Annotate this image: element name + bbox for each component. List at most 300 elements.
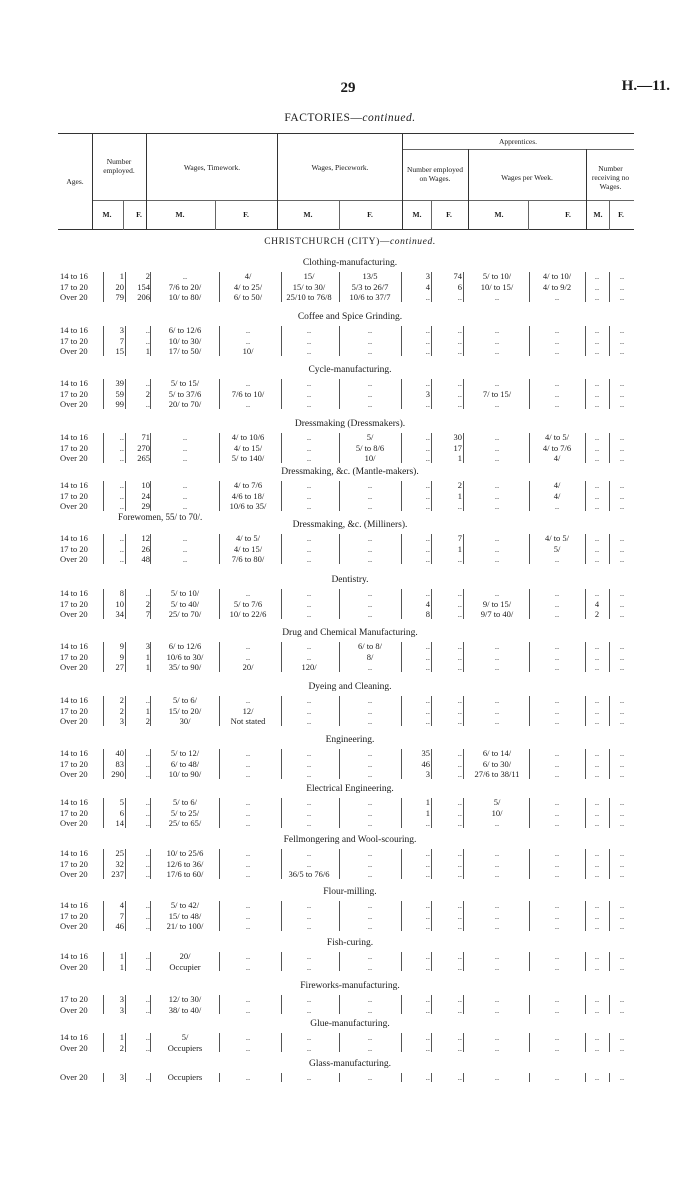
table-cell: .. <box>306 807 312 818</box>
table-cell: .. <box>554 598 560 609</box>
industry-heading: Fellmongering and Wool-scouring. <box>283 835 417 845</box>
table-cell: Not stated <box>230 716 266 726</box>
industry-heading: Dressmaking (Dressmakers). <box>294 419 406 429</box>
table-cell: .. <box>594 442 600 453</box>
table-cell: .. <box>367 961 373 972</box>
header-app-wages-per-week: Wages per Week. <box>501 173 553 182</box>
table-cell: .. <box>494 705 500 716</box>
table-cell: .. <box>425 533 430 543</box>
page-number: 29 <box>340 80 356 96</box>
industry-heading: Dressmaking, &c. (Mantle-makers). <box>281 467 419 477</box>
table-cell: 10 <box>141 480 150 490</box>
table-cell: .. <box>619 848 625 858</box>
table-cell: .. <box>245 758 251 769</box>
table-cell: .. <box>554 651 560 662</box>
table-cell: 5/ to 6/ <box>172 797 198 807</box>
table-cell: .. <box>494 951 500 961</box>
table-cell: 1 <box>457 543 462 554</box>
age-cell: Over 20 <box>60 453 88 463</box>
table-cell: .. <box>457 501 462 511</box>
table-cell: 12/ to 30/ <box>168 994 202 1004</box>
table-cell: .. <box>494 641 500 651</box>
column-rule <box>150 272 151 302</box>
table-cell: .. <box>619 951 625 961</box>
table-cell: 17/ to 50/ <box>168 346 202 356</box>
table-cell: 15/ to 20/ <box>168 705 202 716</box>
table-cell: .. <box>306 748 312 758</box>
table-cell: .. <box>306 818 312 828</box>
table-cell: .. <box>554 1042 560 1053</box>
table-cell: .. <box>425 641 430 651</box>
table-cell: 4/ to 5/ <box>235 533 261 543</box>
table-cell: .. <box>306 588 312 598</box>
table-cell: .. <box>594 662 600 672</box>
table-cell: .. <box>425 432 430 442</box>
city-suffix: continued. <box>389 237 436 247</box>
column-rule <box>463 901 464 931</box>
table-cell: .. <box>619 858 625 869</box>
table-cell: .. <box>367 325 373 335</box>
table-cell: Occupiers <box>167 1042 203 1053</box>
table-cell: .. <box>619 961 625 972</box>
table-cell: .. <box>554 1004 560 1015</box>
table-cell: 10/ to 22/6 <box>229 609 267 619</box>
table-cell: .. <box>457 869 462 879</box>
header-apprentices: Apprentices. <box>498 137 538 146</box>
age-cell: 14 to 16 <box>60 325 88 335</box>
table-cell: .. <box>145 758 150 769</box>
table-cell: 25/10 to 76/8 <box>286 292 332 302</box>
table-cell: .. <box>182 432 188 442</box>
table-cell: 237 <box>111 869 124 879</box>
table-cell: .. <box>306 769 312 779</box>
table-cell: 74 <box>453 271 462 281</box>
table-cell: 4 <box>594 598 600 609</box>
table-cell: .. <box>457 797 462 807</box>
table-cell: .. <box>119 432 124 442</box>
table-cell: .. <box>594 399 600 409</box>
table-cell: 4/ <box>244 271 252 281</box>
table-cell: 3 <box>425 271 430 281</box>
table-cell: 10/6 to 37/7 <box>349 292 391 302</box>
table-cell: 7 <box>119 910 124 921</box>
table-cell: .. <box>457 705 462 716</box>
table-cell: .. <box>306 797 312 807</box>
table-cell: .. <box>119 501 124 511</box>
table-cell: 4/ to 5/ <box>544 533 570 543</box>
age-cell: 14 to 16 <box>60 1032 88 1042</box>
table-cell: .. <box>594 378 600 388</box>
table-cell: .. <box>306 900 312 910</box>
table-cell: 7/6 to 10/ <box>231 388 265 399</box>
table-cell: .. <box>554 501 560 511</box>
table-cell: .. <box>594 346 600 356</box>
table-cell: .. <box>306 346 312 356</box>
table-cell: .. <box>554 378 560 388</box>
table-cell: 4/ to 7/6 <box>542 442 572 453</box>
table-cell: 5/ to 7/6 <box>233 598 263 609</box>
table-cell: .. <box>425 490 430 501</box>
table-cell: .. <box>145 869 150 879</box>
table-cell: 8/ <box>366 651 374 662</box>
table-cell: .. <box>494 848 500 858</box>
table-cell: .. <box>619 442 625 453</box>
table-cell: 154 <box>137 281 150 292</box>
table-cell: .. <box>119 442 124 453</box>
sub-f: F. <box>367 210 373 219</box>
table-cell: .. <box>145 588 150 598</box>
table-cell: .. <box>619 797 625 807</box>
table-cell: 21/ to 100/ <box>166 921 204 931</box>
table-cell: 4/ to 25/ <box>233 281 263 292</box>
table-cell: .. <box>425 1042 430 1053</box>
table-cell: .. <box>119 490 124 501</box>
table-cell: .. <box>367 807 373 818</box>
title-main: FACTORIES— <box>284 112 363 124</box>
table-cell: .. <box>306 442 312 453</box>
table-cell: .. <box>457 716 462 726</box>
header-wages-timework: Wages, Timework. <box>183 163 241 172</box>
table-cell: .. <box>245 588 251 598</box>
table-cell: 3 <box>119 325 124 335</box>
table-cell: .. <box>145 994 150 1004</box>
age-cell: 14 to 16 <box>60 432 88 442</box>
table-cell: .. <box>619 378 625 388</box>
table-cell: 5/ <box>553 543 561 554</box>
table-cell: 27 <box>115 662 124 672</box>
table-cell: 9 <box>119 651 124 662</box>
age-cell: 14 to 16 <box>60 900 88 910</box>
table-cell: 4 <box>425 598 430 609</box>
table-cell: 5/ to 40/ <box>170 598 200 609</box>
age-cell: 17 to 20 <box>60 598 88 609</box>
table-cell: 2 <box>119 705 124 716</box>
sub-m: M. <box>102 210 112 219</box>
table-cell: .. <box>494 921 500 931</box>
table-cell: .. <box>306 641 312 651</box>
table-cell: .. <box>619 399 625 409</box>
table-cell: 24 <box>141 490 150 501</box>
table-cell: 120/ <box>301 662 317 672</box>
table-cell: 4/ to 10/6 <box>231 432 265 442</box>
column-rule <box>150 849 151 879</box>
table-cell: .. <box>619 292 625 302</box>
table-cell: .. <box>619 554 625 564</box>
table-cell: .. <box>594 651 600 662</box>
table-cell: .. <box>594 848 600 858</box>
table-cell: .. <box>494 378 500 388</box>
table-cell: .. <box>145 399 150 409</box>
age-cell: Over 20 <box>60 1072 88 1082</box>
sub-f: F. <box>136 210 142 219</box>
table-cell: .. <box>594 961 600 972</box>
industry-heading: Clothing-manufacturing. <box>302 258 398 268</box>
table-cell: .. <box>494 533 500 543</box>
column-rule <box>150 901 151 931</box>
table-cell: 5/ to 140/ <box>231 453 265 463</box>
table-cell: .. <box>425 900 430 910</box>
sub-f: F. <box>243 210 249 219</box>
column-rule <box>463 749 464 779</box>
table-cell: 83 <box>115 758 124 769</box>
age-cell: 17 to 20 <box>60 651 88 662</box>
table-cell: .. <box>425 921 430 931</box>
table-cell: .. <box>182 453 188 463</box>
column-rule <box>463 481 464 511</box>
table-cell: 36/5 to 76/6 <box>288 869 330 879</box>
table-cell: .. <box>425 695 430 705</box>
table-cell: 9/ to 15/ <box>482 598 512 609</box>
table-cell: .. <box>245 910 251 921</box>
table-cell: .. <box>494 1072 500 1082</box>
table-cell: .. <box>306 951 312 961</box>
table-cell: .. <box>367 1032 373 1042</box>
table-cell: 7/6 to 80/ <box>231 554 265 564</box>
age-cell: 17 to 20 <box>60 490 88 501</box>
table-cell: .. <box>619 480 625 490</box>
age-cell: 17 to 20 <box>60 281 88 292</box>
table-cell: 6 <box>457 281 462 292</box>
header-wages-piecework: Wages, Piecework. <box>311 163 369 172</box>
table-cell: .. <box>245 848 251 858</box>
table-cell: .. <box>145 1004 150 1015</box>
table-cell: .. <box>306 994 312 1004</box>
table-cell: 2 <box>145 388 150 399</box>
table-cell: .. <box>306 399 312 409</box>
table-cell: .. <box>425 543 430 554</box>
table-cell: 10/ <box>242 346 254 356</box>
table-cell: .. <box>245 869 251 879</box>
table-cell: 4/ to 5/ <box>544 432 570 442</box>
table-cell: 7 <box>119 335 124 346</box>
table-cell: 5/ to 10/ <box>170 588 200 598</box>
table-cell: 9 <box>119 641 124 651</box>
table-cell: .. <box>306 598 312 609</box>
table-cell: 1 <box>145 705 150 716</box>
table-cell: 2 <box>594 609 600 619</box>
table-cell: .. <box>306 716 312 726</box>
table-cell: .. <box>619 900 625 910</box>
table-cell: 20/ to 70/ <box>168 399 202 409</box>
age-cell: Over 20 <box>60 609 88 619</box>
table-cell: .. <box>594 900 600 910</box>
age-cell: 17 to 20 <box>60 858 88 869</box>
table-cell: .. <box>245 900 251 910</box>
table-cell: 6/ to 50/ <box>233 292 263 302</box>
title-suffix: continued. <box>362 112 416 124</box>
table-cell: .. <box>457 921 462 931</box>
table-cell: .. <box>619 501 625 511</box>
sub-m: M. <box>175 210 185 219</box>
table-cell: 4/ to 7/6 <box>233 480 263 490</box>
column-rule <box>463 1073 464 1082</box>
industry-heading: Glass-manufacturing. <box>308 1059 392 1069</box>
table-cell: .. <box>594 748 600 758</box>
industry-heading: Cycle-manufacturing. <box>308 365 392 375</box>
table-cell: .. <box>494 651 500 662</box>
table-cell: 6 <box>119 807 124 818</box>
table-cell: 35/ to 90/ <box>168 662 202 672</box>
table-cell: 15/ to 48/ <box>168 910 202 921</box>
table-cell: .. <box>457 910 462 921</box>
table-cell: .. <box>594 858 600 869</box>
table-cell: .. <box>145 921 150 931</box>
age-cell: 17 to 20 <box>60 758 88 769</box>
table-cell: .. <box>594 769 600 779</box>
table-cell: 5/ <box>493 797 501 807</box>
table-cell: .. <box>425 716 430 726</box>
table-cell: .. <box>554 641 560 651</box>
industry-heading: Coffee and Spice Grinding. <box>297 312 403 322</box>
table-cell: .. <box>367 662 373 672</box>
table-cell: .. <box>306 758 312 769</box>
table-cell: .. <box>145 848 150 858</box>
table-cell: .. <box>554 858 560 869</box>
table-cell: 3 <box>119 1072 124 1082</box>
table-cell: Occupier <box>169 961 201 972</box>
table-cell: .. <box>306 1032 312 1042</box>
table-cell: .. <box>182 533 188 543</box>
age-cell: Over 20 <box>60 769 88 779</box>
table-cell: .. <box>554 335 560 346</box>
table-cell: 3 <box>145 641 150 651</box>
table-cell: .. <box>367 588 373 598</box>
table-cell: .. <box>306 533 312 543</box>
table-cell: .. <box>619 994 625 1004</box>
table-cell: .. <box>457 748 462 758</box>
table-cell: .. <box>306 543 312 554</box>
table-cell: 3 <box>119 1004 124 1015</box>
sub-m: M. <box>412 210 422 219</box>
table-cell: .. <box>554 292 560 302</box>
table-cell: .. <box>494 490 500 501</box>
table-cell: .. <box>245 961 251 972</box>
table-cell: .. <box>494 858 500 869</box>
table-cell: .. <box>367 858 373 869</box>
table-cell: .. <box>245 994 251 1004</box>
table-cell: .. <box>619 748 625 758</box>
table-cell: .. <box>367 335 373 346</box>
table-cell: .. <box>619 543 625 554</box>
age-cell: 14 to 16 <box>60 533 88 543</box>
table-cell: .. <box>367 716 373 726</box>
sub-f: F. <box>446 210 452 219</box>
column-rule <box>150 589 151 619</box>
table-cell: .. <box>182 480 188 490</box>
table-cell: .. <box>425 325 430 335</box>
table-cell: .. <box>182 501 188 511</box>
table-cell: 15/ <box>303 271 315 281</box>
table-cell: 10/ to 15/ <box>480 281 514 292</box>
column-rule <box>150 379 151 409</box>
table-cell: 3 <box>119 716 124 726</box>
table-cell: .. <box>367 951 373 961</box>
table-cell: .. <box>367 695 373 705</box>
table-cell: .. <box>554 399 560 409</box>
table-cell: 3 <box>119 994 124 1004</box>
table-cell: .. <box>245 797 251 807</box>
table-cell: 38/ to 40/ <box>168 1004 202 1015</box>
column-rule <box>150 481 151 511</box>
table-cell: .. <box>425 378 430 388</box>
age-cell: 14 to 16 <box>60 378 88 388</box>
table-cell: .. <box>306 848 312 858</box>
table-cell: .. <box>554 910 560 921</box>
table-cell: 5/ to 25/ <box>170 807 200 818</box>
table-cell: .. <box>367 533 373 543</box>
table-cell: 3 <box>425 388 430 399</box>
table-cell: .. <box>425 588 430 598</box>
table-cell: .. <box>494 480 500 490</box>
age-cell: Over 20 <box>60 399 88 409</box>
table-cell: .. <box>494 442 500 453</box>
column-rule <box>463 995 464 1014</box>
city-name: CHRISTCHURCH (CITY)— <box>264 237 390 247</box>
table-cell: .. <box>619 1032 625 1042</box>
table-cell: .. <box>306 453 312 463</box>
table-cell: .. <box>245 399 251 409</box>
table-cell: .. <box>594 292 600 302</box>
table-cell: .. <box>245 1072 251 1082</box>
table-cell: .. <box>619 921 625 931</box>
table-cell: .. <box>457 769 462 779</box>
table-cell: .. <box>494 399 500 409</box>
table-cell: .. <box>367 994 373 1004</box>
age-cell: 17 to 20 <box>60 705 88 716</box>
table-cell: .. <box>367 818 373 828</box>
age-cell: 17 to 20 <box>60 910 88 921</box>
table-cell: 5/ to 10/ <box>482 271 512 281</box>
table-cell: .. <box>145 797 150 807</box>
table-cell: 4/ <box>553 453 561 463</box>
table-cell: 2 <box>145 271 150 281</box>
table-cell: .. <box>619 598 625 609</box>
table-cell: .. <box>145 910 150 921</box>
table-cell: .. <box>306 480 312 490</box>
table-cell: .. <box>594 994 600 1004</box>
table-cell: .. <box>145 335 150 346</box>
table-cell: .. <box>619 641 625 651</box>
table-cell: 20/ <box>242 662 254 672</box>
table-cell: .. <box>306 705 312 716</box>
age-cell: Over 20 <box>60 501 88 511</box>
table-cell: .. <box>425 346 430 356</box>
table-cell: .. <box>306 501 312 511</box>
table-cell: .. <box>594 641 600 651</box>
table-cell: .. <box>457 651 462 662</box>
table-cell: .. <box>494 554 500 564</box>
table-cell: 34 <box>115 609 124 619</box>
table-cell: .. <box>367 388 373 399</box>
table-cell: .. <box>594 1004 600 1015</box>
column-rule <box>150 1073 151 1082</box>
table-cell: 20 <box>115 281 124 292</box>
table-cell: .. <box>425 442 430 453</box>
age-cell: 17 to 20 <box>60 442 88 453</box>
table-cell: .. <box>425 292 430 302</box>
table-cell: .. <box>245 651 251 662</box>
industry-heading: Fish-curing. <box>326 938 374 948</box>
column-rule <box>463 849 464 879</box>
table-cell: .. <box>594 501 600 511</box>
table-cell: 12/ <box>242 705 254 716</box>
table-cell: .. <box>425 554 430 564</box>
table-cell: 13/5 <box>362 271 378 281</box>
table-cell: 1 <box>425 807 430 818</box>
table-cell: .. <box>554 388 560 399</box>
table-cell: .. <box>245 335 251 346</box>
table-cell: 25/ to 65/ <box>168 818 202 828</box>
